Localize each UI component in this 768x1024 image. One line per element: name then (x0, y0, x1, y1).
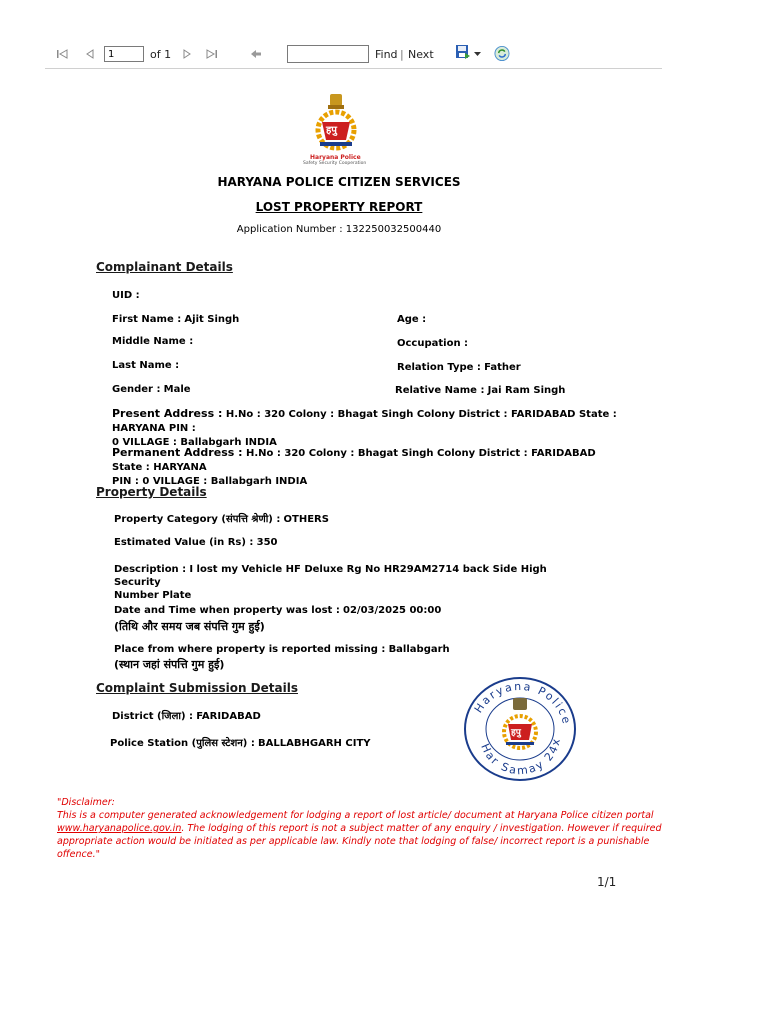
next-page-icon[interactable] (179, 46, 195, 62)
export-save-icon[interactable] (455, 44, 471, 60)
haryana-police-logo (300, 92, 372, 168)
prev-page-icon[interactable] (82, 46, 98, 62)
logo-text: हपु (326, 125, 337, 136)
portal-link[interactable]: www.haryanapolice.gov.in (57, 823, 182, 834)
seal-center-text: हपु (511, 728, 521, 738)
age-field: Age : (397, 314, 427, 325)
disclaimer: "Disclaimer: This is a computer generated acknowledgement for lodging a report of lost article/ document at Haryana Police citizen portal www.haryanapolice.gov.in. The lodging of this report is not a subject matter of any enquiry / investigation. However if required appropriate action would be initiated as per applicable law. Kindly note that lodging of false/ incorrect report is a punishable offence." (57, 797, 662, 860)
page-number-input[interactable] (104, 46, 144, 62)
find-link[interactable]: Find (375, 48, 398, 61)
back-icon[interactable] (248, 46, 264, 62)
first-page-icon[interactable] (54, 46, 70, 62)
property-category-field: Property Category (संपत्ति श्रेणी) : OTHERS (114, 514, 329, 525)
complainant-details-heading: Complainant Details (96, 260, 233, 274)
first-name-field: First Name : Ajit Singh (112, 314, 240, 325)
present-address: Present Address : H.No : 320 Colony : Bhagat Singh Colony District : FARIDABAD State : HARYANA PIN : 0 VILLAGE : Ballabgarh INDIA (112, 407, 617, 448)
page-count-label: of 1 (150, 48, 172, 61)
find-separator: | (400, 48, 404, 61)
logo-tagline: Safety Security Cooperation (303, 161, 367, 166)
lost-datetime-hindi: (तिथि और समय जब संपत्ति गुम हुई) (114, 620, 265, 633)
uid-field: UID : (112, 290, 140, 301)
district-field: District (जिला) : FARIDABAD (112, 711, 261, 722)
org-title: HARYANA POLICE CITIZEN SERVICES (217, 175, 461, 189)
find-input[interactable] (287, 45, 369, 63)
permanent-address: Permanent Address : H.No : 320 Colony : Bhagat Singh Colony District : FARIDABAD State : HARYANA PIN : 0 VILLAGE : Ballabgarh INDIA (112, 446, 596, 487)
submission-details-heading: Complaint Submission Details (96, 681, 298, 695)
missing-place-field: Place from where property is reported missing : Ballabgarh (114, 644, 450, 655)
page-number: 1/1 (597, 875, 617, 889)
occupation-field: Occupation : (397, 338, 469, 349)
police-seal (462, 676, 578, 782)
application-number (0, 224, 678, 235)
relation-type-field: Relation Type : Father (397, 362, 521, 373)
seal-ring-top-text: Haryana Police (471, 679, 574, 727)
report-title: LOST PROPERTY REPORT (255, 200, 423, 214)
seal-ring-bottom-text: Har Samay 24x (478, 736, 564, 778)
middle-name-field: Middle Name : (112, 336, 194, 347)
report-viewer-toolbar (45, 40, 662, 69)
property-details-heading: Property Details (96, 485, 207, 499)
lost-datetime-field: Date and Time when property was lost : 02/03/2025 00:00 (114, 605, 442, 616)
gender-field: Gender : Male (112, 384, 191, 395)
police-station-field: Police Station (पुलिस स्टेशन) : BALLABHGARH CITY (110, 738, 371, 749)
last-name-field: Last Name : (112, 360, 180, 371)
missing-place-hindi: (स्थान जहां संपत्ति गुम हुई) (114, 658, 225, 671)
refresh-icon[interactable] (494, 45, 510, 61)
next-link[interactable]: Next (408, 48, 434, 61)
relative-name-field: Relative Name : Jai Ram Singh (395, 385, 566, 396)
logo-caption: Haryana Police (310, 154, 361, 161)
dropdown-arrow-icon[interactable] (472, 46, 482, 62)
estimated-value-field: Estimated Value (in Rs) : 350 (114, 537, 278, 548)
application-number-value: 132250032500440 (345, 224, 442, 235)
application-number-label: Application Number : (236, 224, 343, 235)
description-field: Description : I lost my Vehicle HF Deluxe Rg No HR29AM2714 back Side High Security Number Plate (114, 564, 547, 601)
last-page-icon[interactable] (204, 46, 220, 62)
